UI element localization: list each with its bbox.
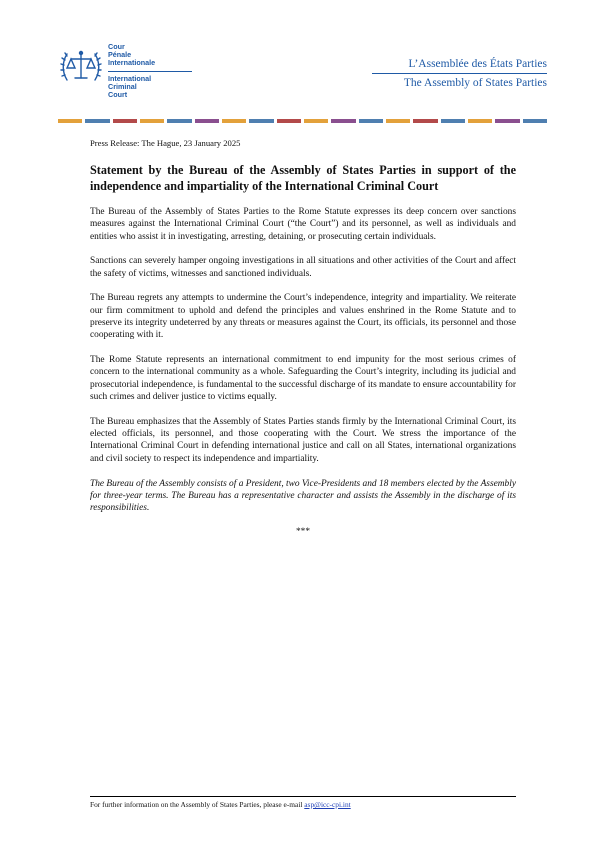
icc-name-block [108,43,192,99]
end-marker: *** [295,526,311,537]
icc-name-en-line: International [108,73,152,83]
contact-email-link[interactable]: asp@icc-cpi.int [304,800,351,809]
color-bar-segment [113,119,137,123]
color-bar-segment [468,119,492,123]
asp-name-divider [372,73,547,74]
decorative-color-bar [58,119,547,123]
footer-contact-text: For further information on the Assembly of States Parties, please e-mail [90,800,305,809]
paragraph: The Bureau emphasizes that the Assembly of States Parties stands firmly by the International Criminal Court, its elected officials, its personnel, and those cooperating with the Court. We stress the importance of the International Criminal Court in defending international justice and call on all States, international organizations and civil society to respect its independence and impartiality. [90,416,516,464]
color-bar-segment [331,119,355,123]
bureau-composition-note: The Bureau of the Assembly consists of a President, two Vice-Presidents and 18 members elected by the Assembly for three-year terms. The Bureau has a representative character and assists the Assembly in the discharge of its responsibilities. [90,478,516,514]
paragraph: The Bureau of the Assembly of States Parties to the Rome Statute expresses its deep concern over sanctions measures against the International Criminal Court (“the Court”) and its personnel, as well as individuals and entities who assist it in investigating, arresting, detaining, or prosecuting certain individuals. [90,207,516,242]
color-bar-segment [195,119,219,123]
icc-name-divider [108,71,192,72]
paragraph: The Rome Statute represents an international commitment to end impunity for the most serious crimes of concern to the international community as a whole. Safeguarding the Court’s integrity, including its judicial and prosecutorial independence, is fundamental to the successful discharge of its mandate to ensure accountability for such crimes and deliver justice to victims equally. [90,355,516,403]
color-bar-segment [495,119,519,123]
page-title: Statement by the Bureau of the Assembly of States Parties in support of the independence and impartiality of the International Criminal Court [90,163,516,193]
dateline: Press Release: The Hague, 23 January 2025 [90,138,241,148]
icc-name-fr-line: Pénale [108,50,132,60]
asp-name-english: The Assembly of States Parties [403,77,547,89]
icc-name-fr-line: Internationale [108,58,156,68]
color-bar-segment [249,119,273,123]
color-bar-segment [413,119,437,123]
color-bar-segment [140,119,164,123]
color-bar-segment [277,119,301,123]
letterhead [0,0,605,130]
icc-name-english [108,75,192,100]
color-bar-segment [386,119,410,123]
press-release-body [90,138,516,537]
icc-name-fr-line: Cour [108,42,125,51]
icc-name-en-line: Criminal [108,81,137,91]
icc-scales-of-justice-logo-icon [58,44,104,90]
color-bar-segment [222,119,246,123]
color-bar-segment [167,119,191,123]
footer [90,796,516,809]
color-bar-segment [441,119,465,123]
color-bar-segment [359,119,383,123]
color-bar-segment [304,119,328,123]
color-bar-segment [58,119,82,123]
paragraph: Sanctions can severely hamper ongoing investigations in all situations and other activities of the Court and affect the safety of victims, witnesses and sanctioned individuals. [90,256,516,279]
color-bar-segment [85,119,109,123]
footer-text [90,800,516,809]
paragraph: The Bureau regrets any attempts to undermine the Court’s independence, integrity and impartiality. We reiterate our firm commitment to uphold and defend the principles and values enshrined in the Rome Statute and to preserve its integrity undeterred by any threats or measures against the Court, its officials, its personnel and those cooperating with it. [90,293,516,341]
icc-name-en-line: Court [108,90,128,100]
asp-name-french: L’Assemblée des États Parties [408,58,547,70]
icc-name-french [108,43,192,68]
asp-name-block [372,57,547,90]
footer-divider [90,796,516,797]
color-bar-segment [523,119,547,123]
